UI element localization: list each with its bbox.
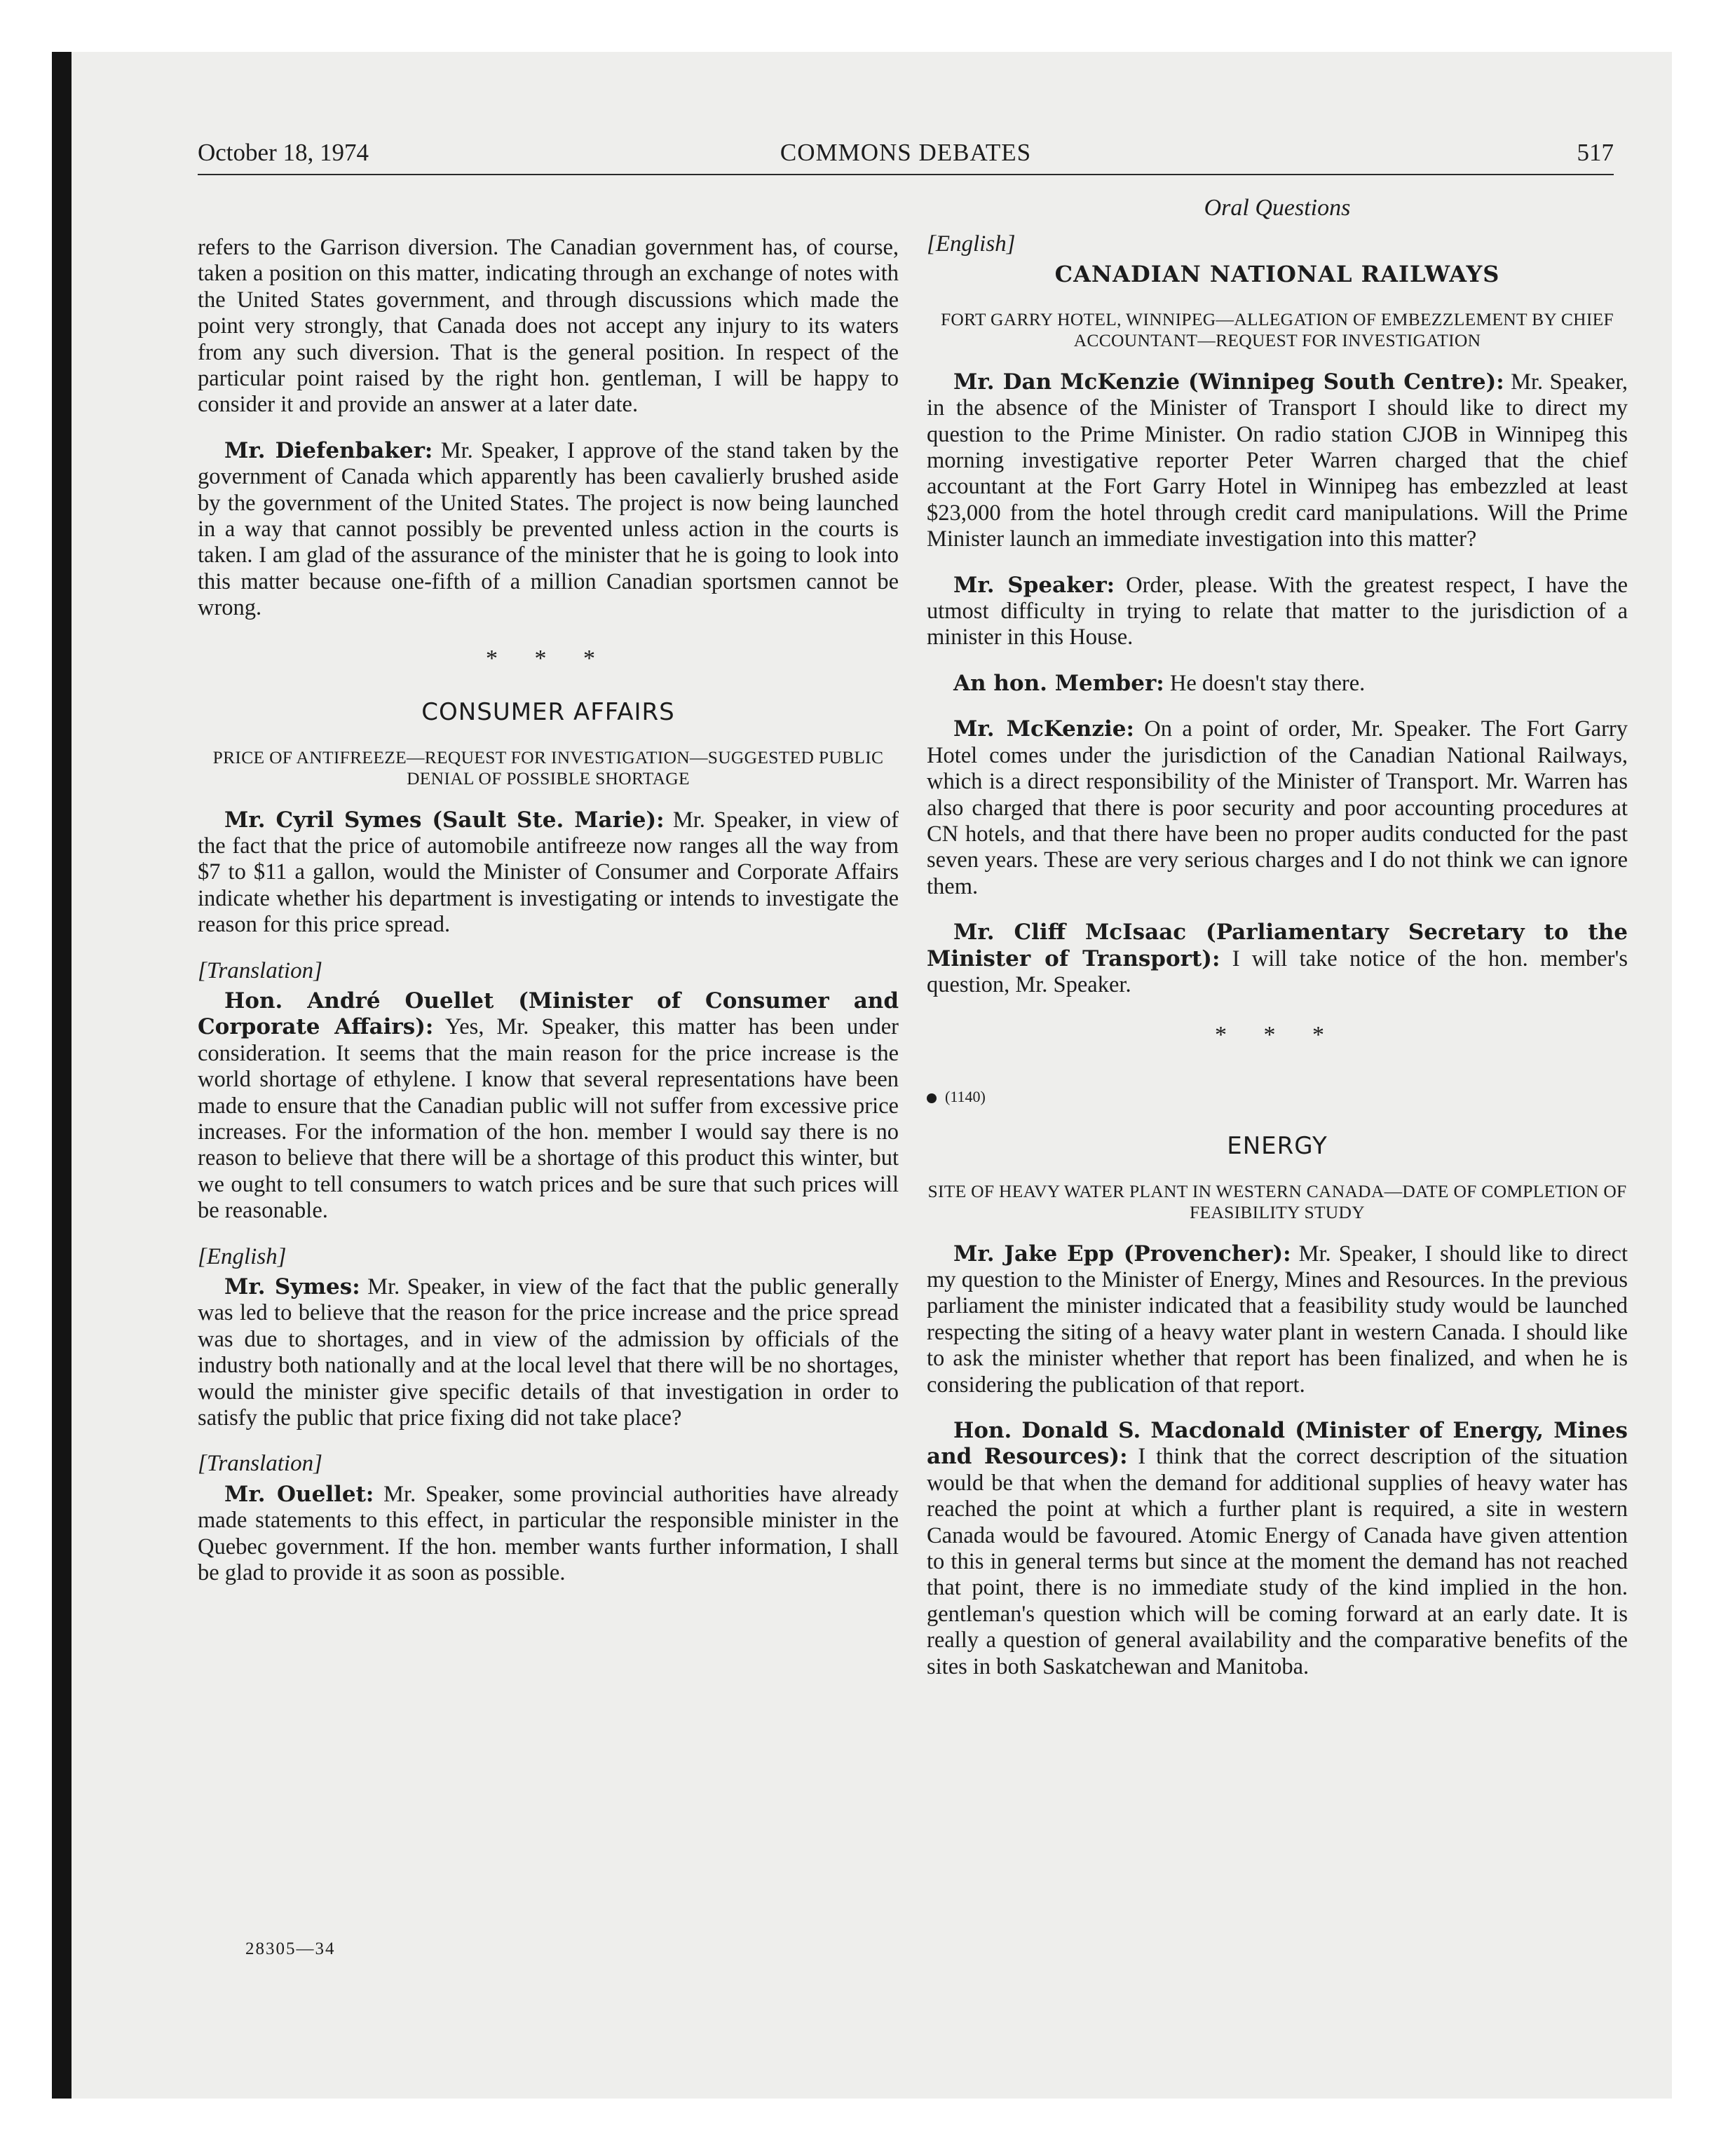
paragraph [927,573,1628,651]
speech-text: I will take notice of the hon. member's question, Mr. Speaker. [927,946,1628,997]
section-title: CANADIAN NATIONAL RAILWAYS [1054,261,1500,288]
page-header [198,139,1614,175]
section-subhead: PRICE OF ANTIFREEZE—REQUEST FOR INVESTIGATION—SUGGESTED PUBLIC DENIAL OF POSSIBLE SHORTAGE [212,746,884,789]
header-title: COMMONS DEBATES [780,139,1032,166]
bullet-icon [927,1093,937,1103]
language-tag: [Translation] [198,957,322,983]
paragraph [198,1482,899,1587]
left-column [198,235,899,1606]
section-subhead: FORT GARRY HOTEL, WINNIPEG—ALLEGATION OF EMBEZZLEMENT BY CHIEF ACCOUNTANT—REQUEST FOR INVESTIGATION [940,308,1614,350]
speech-text: Mr. Speaker, I should like to direct my question to the Minister of Energy, Mines and Resources. In the previous parliament the minister indicated that a feasibility study would be launched respecting the siting of a heavy water plant in western Canada. I should like to ask the minister whether that report has been finalized, and when he is considering the publication of that report. [927,1241,1628,1398]
paragraph [198,438,899,622]
paragraph [198,988,899,1224]
speaker-name: Mr. Symes: [224,1274,360,1299]
header-rule [198,174,1614,175]
paragraph [927,1241,1628,1398]
paragraph [927,920,1628,998]
speaker-name: Mr. Diefenbaker: [224,437,433,463]
speech-text: Yes, Mr. Speaker, this matter has been under consideration. It seems that the main reason for the price increase is the world shortage of ethylene. I know that several representations have been made to ensure that the Canadian public will not suffer from excessive price increases. For the information of the hon. member I would say there is no reason to believe that there will be a shortage of this product this winter, but we ought to tell consumers to watch prices and be sure that such prices will be reasonable. [198,1014,899,1224]
speech-text: Mr. Speaker, some provincial authorities have already made statements to this effect, in particular the responsible minister in the Quebec government. If the hon. member wants further information, I shall be glad to provide it as soon as possible. [198,1481,899,1586]
speaker-name: Mr. Speaker: [953,572,1115,598]
scan-edge-bar [52,52,72,2099]
paragraph [927,1418,1628,1680]
language-tag: [Translation] [198,1451,322,1477]
paragraph [198,1274,899,1431]
speaker-name: Mr. Cyril Symes (Sault Ste. Marie): [224,807,665,833]
paragraph [927,671,1628,697]
section-separator: * * * [486,645,611,671]
speaker-name: Mr. McKenzie: [953,716,1134,742]
speaker-name: Mr. Cliff McIsaac (Parliamentary Secretary to the Minister of Transport): [927,920,1628,971]
speaker-name: Mr. Dan McKenzie (Winnipeg South Centre): [953,369,1504,395]
speech-text: He doesn't stay there. [1164,670,1366,696]
language-tag: [English] [198,1243,287,1269]
speaker-name: Mr. Ouellet: [224,1481,374,1507]
speaker-name: Hon. Donald S. Macdonald (Minister of Energy, Mines and Resources): [927,1418,1628,1470]
printer-code: 28305—34 [245,1939,336,1958]
section-title: ENERGY [1227,1132,1328,1161]
speech-text: Mr. Speaker, I approve of the stand taken by the government of Canada which apparently has been cavalierly brushed aside by the government of the United States. The project is now being launched in a way that cannot possibly be prevented unless action in the courts is taken. I am glad of the assurance of the minister that he is going to look into this matter because one-fifth of a million Canadian sportsmen cannot be wrong. [198,437,899,621]
speaker-name: Mr. Jake Epp (Provencher): [953,1241,1291,1267]
timestamp [927,1084,1628,1110]
speech-text: On a point of order, Mr. Speaker. The Fort Garry Hotel comes under the jurisdiction of the Canadian National Railways, which is a direct responsibility of the Minister of Transport. Mr. Warren has also charged that there is poor security and poor accounting procedures at CN hotels, and that there have been no proper audits conducted for the past seven years. These are very serious charges and I do not think we can ignore them. [927,716,1628,899]
paragraph [927,716,1628,900]
page-number: 517 [1577,139,1614,166]
header-date: October 18, 1974 [198,139,369,166]
speech-text: Mr. Speaker, in the absence of the Minister of Transport I should like to direct my question to the Prime Minister. On radio station CJOB in Winnipeg this morning investigative reporter Peter Warren charged that the chief accountant at the Fort Garry Hotel in Winnipeg has embezzled at least $23,000 from the hotel through credit card manipulations. Will the Prime Minister launch an immediate investigation into this matter? [927,369,1628,552]
section-separator: * * * [1215,1022,1340,1049]
speaker-name: An hon. Member: [953,670,1164,696]
right-column [927,231,1628,1700]
paragraph [927,369,1628,553]
speech-text: Mr. Speaker, in view of the fact that the price of automobile antifreeze now ranges all the way from $7 to $11 a gallon, would the Minister of Consumer and Corporate Affairs indicate whether his department is investigating or intends to investigate the reason for this price spread. [198,807,899,938]
speech-text: Mr. Speaker, in view of the fact that the public generally was led to believe that the reason for the price increase and the price spread was due to shortages, and in view of the admission by officials of the industry both nationally and at the local level that there will be no shortages, would the minister give specific details of that investigation in order to satisfy the public that price fixing did not take place? [198,1274,899,1431]
timestamp-text: (1140) [945,1087,986,1105]
speech-text: Order, please. With the greatest respect, I have the utmost difficulty in trying to relate that matter to the jurisdiction of a minister in this House. [927,572,1628,650]
language-tag: [English] [927,231,1016,257]
paragraph [198,807,899,939]
speech-text: I think that the correct description of the situation would be that when the demand for additional supplies of heavy water has reached the point at which a further plant is required, a site in western Canada would be favoured. Atomic Energy of Canada have given attention to this in general terms but since at the moment the demand has not reached that point, there is no immediate study of the kind implied in the hon. gentleman's question which will be coming forward at an early date. It is really a question of general availability and the comparative benefits of the sites in both Saskatchewan and Manitoba. [927,1444,1628,1679]
speaker-name: Hon. André Ouellet (Minister of Consumer and Corporate Affairs): [198,988,899,1040]
section-title: CONSUMER AFFAIRS [421,698,675,727]
running-head: Oral Questions [1204,195,1351,221]
section-subhead: SITE OF HEAVY WATER PLANT IN WESTERN CANADA—DATE OF COMPLETION OF FEASIBILITY STUDY [927,1180,1627,1222]
paragraph: refers to the Garrison diversion. The Canadian government has, of course, taken a position on this matter, indicating through an exchange of notes with the United States government, and through discussions which made the point very strongly, that Canada does not accept any injury to its waters from any such diversion. That is the general position. In respect of the particular point raised by the right hon. gentleman, I will be happy to consider it and provide an answer at a later date. [198,235,899,418]
